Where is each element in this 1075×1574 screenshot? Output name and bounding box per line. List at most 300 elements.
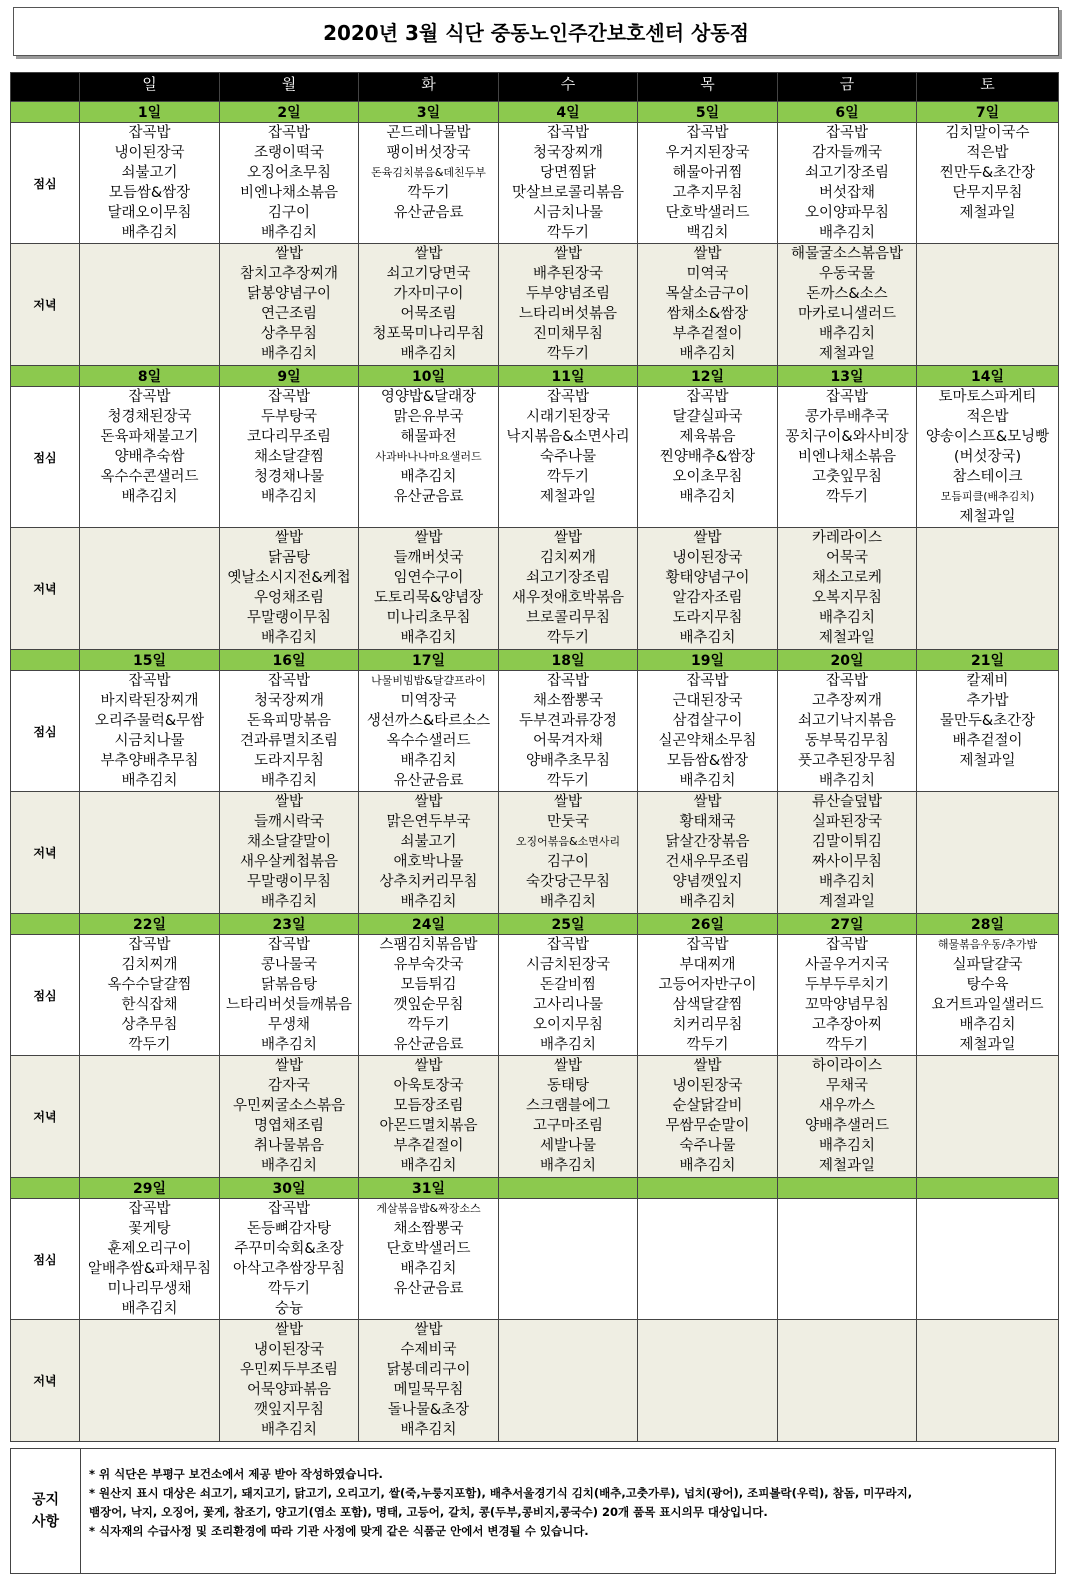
lunch-row — [11, 935, 1059, 1056]
dinner-label: 저녁 — [11, 528, 80, 650]
menu-item: 모듬피클(배추김치) — [940, 490, 1035, 503]
lunch-row — [11, 1199, 1059, 1320]
menu-cell — [220, 528, 359, 650]
menu-cell — [638, 1320, 778, 1442]
menu-item: 무쌈무순말이 — [665, 1118, 750, 1134]
menu-item: 참스테이크 — [952, 469, 1023, 485]
menu-item: 우동국물 — [818, 266, 876, 282]
menu-item: 배추김치 — [260, 1422, 318, 1438]
menu-item: 아몬드멸치볶음 — [379, 1118, 478, 1134]
menu-item: 취나물볶음 — [253, 1138, 325, 1154]
menu-cell — [778, 1320, 917, 1442]
dinner-row — [11, 1056, 1059, 1178]
menu-item: 풋고추된장무침 — [797, 753, 897, 769]
menu-item: 달걀실파국 — [672, 409, 743, 425]
dinner-row — [11, 1320, 1059, 1442]
menu-item: 깍두기 — [686, 1037, 729, 1053]
menu-item: 깍두기 — [546, 773, 590, 789]
menu-item: 해물아귀찜 — [672, 165, 743, 181]
menu-item: 배추김치 — [121, 1301, 178, 1317]
menu-item: 두부두루치기 — [804, 977, 890, 993]
weekday-header: 목 — [638, 73, 778, 102]
menu-item: 꽃게탕 — [128, 1221, 171, 1237]
menu-item: 배추김치 — [818, 610, 876, 626]
date-cell — [917, 1178, 1059, 1199]
lunch-label: 점심 — [11, 123, 80, 244]
date-cell: 30일 — [220, 1178, 359, 1199]
notice-line: * 위 식단은 부평구 보건소에서 제공 받아 작성하였습니다. — [89, 1467, 383, 1481]
date-cell: 3일 — [359, 102, 499, 123]
menu-item: 수제비국 — [400, 1342, 457, 1358]
weekday-header: 일 — [80, 73, 220, 102]
date-cell: 11일 — [499, 366, 638, 387]
menu-item: 배추김치 — [818, 225, 876, 241]
menu-cell — [638, 671, 778, 792]
menu-cell — [638, 792, 778, 914]
menu-cell — [917, 1320, 1059, 1442]
menu-item: 잡곡밥 — [267, 125, 311, 141]
menu-item: 채소달걀말이 — [246, 834, 332, 850]
menu-item: 잡곡밥 — [686, 673, 729, 689]
menu-item: 잡곡밥 — [267, 389, 311, 405]
menu-item: 깍두기 — [825, 489, 869, 505]
menu-item: 시래기된장국 — [525, 409, 611, 425]
menu-item: 제철과일 — [959, 509, 1016, 525]
menu-table — [10, 72, 1059, 1442]
menu-item: 깍두기 — [546, 225, 590, 241]
menu-cell — [917, 935, 1059, 1056]
menu-cell — [80, 528, 220, 650]
menu-cell — [778, 528, 917, 650]
date-cell: 26일 — [638, 914, 778, 935]
menu-cell — [499, 1320, 638, 1442]
menu-item: 도라지무침 — [672, 610, 743, 626]
menu-item: 동태탕 — [546, 1078, 590, 1094]
menu-item: 근대된장국 — [672, 693, 743, 709]
menu-item: 깍두기 — [546, 469, 590, 485]
dinner-label: 저녁 — [11, 1320, 80, 1442]
menu-item: 쌀밥 — [553, 530, 582, 546]
menu-cell — [638, 244, 778, 366]
menu-item: 배추김치 — [400, 630, 457, 646]
menu-item: 깍두기 — [128, 1037, 171, 1053]
menu-cell — [359, 123, 499, 244]
menu-cell — [638, 123, 778, 244]
menu-item: 알배추쌈&파채무침 — [87, 1261, 212, 1277]
notice-label — [11, 1449, 81, 1573]
menu-item: 알감자조림 — [672, 590, 743, 606]
date-cell: 22일 — [80, 914, 220, 935]
menu-item: 코다리무조림 — [246, 429, 332, 445]
menu-item: 유산균음료 — [393, 205, 464, 221]
notice-line: 뱀장어, 낙지, 오징어, 꽃게, 참조기, 양고기(염소 포함), 명태, 고등어, 갈치, 콩(두부,콩비지,콩국수) 20개 품목 표시의무 대상입니다. — [89, 1505, 768, 1519]
menu-item: 쌀밥 — [693, 794, 722, 810]
menu-item: 배추김치 — [400, 469, 457, 485]
menu-item: 배추김치 — [679, 630, 736, 646]
menu-item: 잡곡밥 — [825, 389, 869, 405]
menu-item: 진미채무침 — [532, 326, 604, 342]
menu-item: 잡곡밥 — [128, 1201, 171, 1217]
menu-item: 고추지무침 — [672, 185, 743, 201]
menu-item: 두부탕국 — [260, 409, 318, 425]
menu-item: 잡곡밥 — [546, 937, 590, 953]
date-cell: 16일 — [220, 650, 359, 671]
menu-item: 김구이 — [267, 205, 311, 221]
menu-cell — [499, 792, 638, 914]
menu-item: 새우젓애호박볶음 — [511, 590, 625, 606]
menu-item: 잡곡밥 — [267, 673, 311, 689]
menu-item: 찐만두&초간장 — [939, 165, 1036, 181]
menu-item: 감자들깨국 — [811, 145, 883, 161]
menu-item: 배추김치 — [679, 894, 736, 910]
menu-item: 잡곡밥 — [546, 125, 590, 141]
menu-cell — [80, 792, 220, 914]
menu-cell — [499, 1056, 638, 1178]
menu-cell — [499, 528, 638, 650]
menu-item: 제철과일 — [818, 1158, 876, 1174]
menu-item: 들깨시락국 — [253, 814, 325, 830]
menu-item: 꼬막양념무침 — [804, 997, 890, 1013]
menu-item: 쌀밥 — [274, 1058, 303, 1074]
menu-item: 맑은연두부국 — [386, 814, 471, 830]
menu-item: 당면찜닭 — [539, 165, 597, 181]
menu-item: 배추김치 — [679, 346, 736, 362]
menu-item: 버섯잡채 — [818, 185, 876, 201]
menu-cell — [359, 1320, 499, 1442]
menu-item: 배추김치 — [679, 1158, 736, 1174]
page-title: 2020년 3월 식단 중동노인주간보호센터 상동점 — [13, 7, 1059, 56]
menu-item: 옛날소시지전&케첩 — [227, 570, 351, 586]
menu-item: 훈제오리구이 — [107, 1241, 192, 1257]
menu-item: 청포묵미나리무침 — [372, 326, 485, 342]
menu-item: 도라지무침 — [253, 753, 325, 769]
menu-item: 배추김치 — [260, 1158, 318, 1174]
menu-item: 김치말이국수 — [945, 125, 1030, 141]
date-cell: 27일 — [778, 914, 917, 935]
menu-item: 닭봉데리구이 — [386, 1362, 471, 1378]
date-cell: 12일 — [638, 366, 778, 387]
menu-item: 잡곡밥 — [128, 937, 171, 953]
menu-item: 배추김치 — [260, 630, 318, 646]
menu-item: 배추김치 — [260, 225, 318, 241]
date-row — [11, 1178, 1059, 1199]
menu-item: 쇠고기장조림 — [804, 165, 890, 181]
notice-label-line2: 사항 — [31, 1514, 60, 1530]
menu-item: 명엽채조림 — [253, 1118, 325, 1134]
menu-item: 해물파전 — [400, 429, 457, 445]
menu-item: 추가밥 — [966, 693, 1009, 709]
menu-item: 잡곡밥 — [128, 673, 171, 689]
menu-item: 냉이된장국 — [253, 1342, 325, 1358]
menu-cell — [220, 244, 359, 366]
menu-item: 배추김치 — [121, 773, 178, 789]
date-cell: 7일 — [917, 102, 1059, 123]
menu-item: 유부숙갓국 — [393, 957, 464, 973]
menu-item: 부대찌개 — [679, 957, 736, 973]
weekday-header: 수 — [499, 73, 638, 102]
menu-item: 시금치나물 — [114, 733, 185, 749]
date-cell: 8일 — [80, 366, 220, 387]
menu-item: 우민찌굴소스볶음 — [232, 1098, 346, 1114]
date-cell: 19일 — [638, 650, 778, 671]
menu-item: 오복지무침 — [811, 590, 883, 606]
menu-item: 생선까스&타르소스 — [366, 713, 491, 729]
menu-item: 스팸김치볶음밥 — [379, 937, 478, 953]
menu-item: 달래오이무침 — [107, 205, 192, 221]
menu-item: 쌀밥 — [693, 1058, 722, 1074]
lunch-label: 점심 — [11, 935, 80, 1056]
menu-item: 곤드레나물밥 — [386, 125, 471, 141]
menu-item: 닭곰탕 — [267, 550, 311, 566]
menu-cell — [359, 528, 499, 650]
menu-item: (버섯장국) — [953, 449, 1022, 465]
menu-item: 김말이튀김 — [811, 834, 883, 850]
menu-item: 쌀밥 — [414, 794, 443, 810]
menu-item: 제철과일 — [539, 489, 597, 505]
menu-item: 참치고추장찌개 — [239, 266, 339, 282]
menu-cell — [359, 1056, 499, 1178]
menu-item: 채소고로케 — [811, 570, 883, 586]
menu-item: 깻잎순무침 — [393, 997, 464, 1013]
date-cell: 6일 — [778, 102, 917, 123]
dinner-row — [11, 792, 1059, 914]
weekday-header: 월 — [220, 73, 359, 102]
menu-item: 김치찌개 — [539, 550, 597, 566]
menu-item: 적은밥 — [966, 409, 1009, 425]
menu-cell — [499, 1199, 638, 1320]
menu-item: 쌀밥 — [414, 246, 443, 262]
menu-item: 제육볶음 — [679, 429, 736, 445]
menu-item: 콩가루배추국 — [804, 409, 890, 425]
menu-cell — [778, 1199, 917, 1320]
menu-item: 연근조림 — [260, 306, 318, 322]
menu-item: 쇠고기장조림 — [525, 570, 611, 586]
menu-item: 삼색달걀찜 — [672, 997, 743, 1013]
date-cell: 25일 — [499, 914, 638, 935]
menu-item: 오징어초무침 — [246, 165, 332, 181]
menu-item: 배추김치 — [260, 489, 318, 505]
menu-item: 오이양파무침 — [804, 205, 890, 221]
menu-item: 배추김치 — [400, 894, 457, 910]
menu-item: 메밀묵무침 — [393, 1382, 464, 1398]
menu-item: 어묵국 — [825, 550, 869, 566]
menu-item: 사과바나나마요샐러드 — [375, 450, 482, 463]
menu-item: 쌀밥 — [414, 1322, 443, 1338]
date-cell: 4일 — [499, 102, 638, 123]
date-cell: 20일 — [778, 650, 917, 671]
menu-item: 제철과일 — [959, 205, 1016, 221]
menu-cell — [778, 244, 917, 366]
menu-cell — [499, 244, 638, 366]
menu-item: 우민찌두부조림 — [239, 1362, 339, 1378]
menu-cell — [778, 671, 917, 792]
menu-item: 오징어볶음&소면사리 — [515, 835, 621, 848]
menu-item: 새우살케첩볶음 — [239, 854, 339, 870]
menu-item: 물만두&초간장 — [939, 713, 1036, 729]
menu-item: 배추김치 — [121, 225, 178, 241]
menu-item: 어묵겨자채 — [532, 733, 604, 749]
menu-item: 카레라이스 — [811, 530, 883, 546]
menu-item: 쇠불고기 — [400, 834, 457, 850]
menu-cell — [80, 244, 220, 366]
menu-cell — [80, 387, 220, 528]
menu-item: 들깨버섯국 — [393, 550, 464, 566]
menu-item: 잡곡밥 — [825, 937, 869, 953]
menu-item: 청경채된장국 — [107, 409, 192, 425]
menu-cell — [638, 935, 778, 1056]
menu-item: 쇠고기낙지볶음 — [797, 713, 897, 729]
menu-item: 어묵조림 — [400, 306, 457, 322]
menu-cell — [80, 1056, 220, 1178]
menu-item: 쌀밥 — [274, 794, 303, 810]
menu-item: 배추김치 — [539, 894, 597, 910]
menu-item: 잡곡밥 — [686, 389, 729, 405]
menu-item: 어묵양파볶음 — [246, 1382, 332, 1398]
menu-item: 아욱토장국 — [393, 1078, 464, 1094]
menu-item: 쇠불고기 — [121, 165, 178, 181]
notice-lines — [89, 1465, 1049, 1541]
menu-item: 쌀밥 — [414, 1058, 443, 1074]
menu-item: 배추겉절이 — [952, 733, 1023, 749]
menu-item: 채소짬뽕국 — [532, 693, 604, 709]
menu-item: 쌀밥 — [693, 246, 722, 262]
menu-item: 깍두기 — [546, 346, 590, 362]
menu-item: 잡곡밥 — [825, 125, 869, 141]
menu-item: 깻잎지무침 — [253, 1402, 325, 1418]
menu-item: 배추김치 — [260, 346, 318, 362]
menu-item: 옥수수콘샐러드 — [100, 469, 199, 485]
menu-item: 쌀밥 — [414, 530, 443, 546]
date-cell: 21일 — [917, 650, 1059, 671]
menu-item: 낙지볶음&소면사리 — [506, 429, 630, 445]
menu-item: 짜사이무침 — [811, 854, 883, 870]
weekday-header-row — [11, 73, 1059, 102]
menu-item: 맑은유부국 — [393, 409, 464, 425]
date-row-corner — [11, 650, 80, 671]
dinner-label: 저녁 — [11, 244, 80, 366]
menu-item: 황태양념구이 — [665, 570, 750, 586]
menu-cell — [499, 123, 638, 244]
menu-item: 제철과일 — [959, 1037, 1016, 1053]
menu-item: 스크램블에그 — [525, 1098, 611, 1114]
menu-item: 모듬쌈&쌈장 — [666, 753, 749, 769]
menu-item: 임연수구이 — [393, 570, 464, 586]
menu-cell — [80, 1199, 220, 1320]
weekday-header: 화 — [359, 73, 499, 102]
menu-item: 오리주물럭&무쌈 — [94, 713, 205, 729]
menu-cell — [220, 1320, 359, 1442]
menu-item: 배추김치 — [818, 1138, 876, 1154]
menu-item: 쌀밥 — [274, 530, 303, 546]
menu-item: 유산균음료 — [393, 1281, 464, 1297]
dinner-row — [11, 528, 1059, 650]
date-cell: 28일 — [917, 914, 1059, 935]
menu-item: 류산슬덮밥 — [811, 794, 883, 810]
menu-item: 닭볶음탕 — [260, 977, 318, 993]
menu-item: 돈육파채불고기 — [100, 429, 199, 445]
menu-item: 사골우거지국 — [804, 957, 890, 973]
menu-item: 배추김치 — [818, 874, 876, 890]
menu-item: 잡곡밥 — [546, 673, 590, 689]
menu-item: 요거트과일샐러드 — [931, 997, 1044, 1013]
date-cell — [778, 1178, 917, 1199]
menu-item: 배추김치 — [400, 1261, 457, 1277]
menu-item: 게살볶음밥&짜장소스 — [376, 1202, 481, 1215]
menu-item: 양배추초무침 — [525, 753, 611, 769]
date-cell — [638, 1178, 778, 1199]
date-row — [11, 366, 1059, 387]
menu-item: 배추김치 — [400, 753, 457, 769]
menu-item: 황태채국 — [679, 814, 736, 830]
menu-item: 유산균음료 — [393, 773, 464, 789]
menu-cell — [917, 528, 1059, 650]
menu-item: 아삭고추쌈장무침 — [232, 1261, 346, 1277]
header-corner — [11, 73, 80, 102]
menu-item: 돈까스&소스 — [806, 286, 888, 302]
menu-item: 양념깻잎지 — [672, 874, 743, 890]
menu-item: 콩나물국 — [260, 957, 318, 973]
menu-item: 감자국 — [267, 1078, 311, 1094]
menu-item: 배추김치 — [679, 489, 736, 505]
weekday-header: 금 — [778, 73, 917, 102]
menu-item: 상추무침 — [121, 1017, 178, 1033]
menu-item: 애호박나물 — [393, 854, 464, 870]
menu-item: 해물굴소스볶음밥 — [790, 246, 904, 262]
date-cell: 1일 — [80, 102, 220, 123]
menu-cell — [917, 1056, 1059, 1178]
menu-item: 배추김치 — [400, 1422, 457, 1438]
menu-item: 쇠고기당면국 — [386, 266, 471, 282]
menu-item: 잡곡밥 — [686, 125, 729, 141]
menu-cell — [638, 1056, 778, 1178]
menu-item: 백김치 — [686, 225, 729, 241]
menu-cell — [220, 1056, 359, 1178]
lunch-row — [11, 387, 1059, 528]
date-cell: 9일 — [220, 366, 359, 387]
menu-item: 미역장국 — [400, 693, 457, 709]
menu-item: 배추김치 — [818, 773, 876, 789]
menu-item: 무말랭이무침 — [246, 874, 332, 890]
menu-item: 건새우무조림 — [665, 854, 750, 870]
dinner-label: 저녁 — [11, 1056, 80, 1178]
menu-cell — [778, 1056, 917, 1178]
menu-cell — [778, 123, 917, 244]
menu-item: 돈갈비찜 — [539, 977, 597, 993]
menu-item: 적은밥 — [966, 145, 1009, 161]
menu-item: 치커리무침 — [672, 1017, 743, 1033]
menu-item: 양배추샐러드 — [804, 1118, 890, 1134]
menu-item: 두부견과류강정 — [518, 713, 618, 729]
menu-item: 해물볶음우동/추가밥 — [937, 938, 1038, 951]
menu-item: 잡곡밥 — [267, 937, 311, 953]
menu-cell — [220, 1199, 359, 1320]
menu-item: 단호박샐러드 — [665, 205, 750, 221]
menu-item: 배추김치 — [400, 346, 457, 362]
menu-cell — [80, 935, 220, 1056]
menu-cell — [917, 792, 1059, 914]
menu-item: 배추김치 — [539, 1037, 597, 1053]
menu-cell — [917, 387, 1059, 528]
menu-cell — [917, 671, 1059, 792]
menu-cell — [80, 1320, 220, 1442]
notice-box — [10, 1448, 1056, 1574]
menu-item: 쌀밥 — [274, 1322, 303, 1338]
date-cell: 10일 — [359, 366, 499, 387]
menu-item: 배추김치 — [818, 326, 876, 342]
menu-item: 느타리버섯들깨볶음 — [225, 997, 353, 1013]
menu-cell — [359, 1199, 499, 1320]
menu-item: 돈육김치볶음&데친두부 — [371, 166, 486, 179]
